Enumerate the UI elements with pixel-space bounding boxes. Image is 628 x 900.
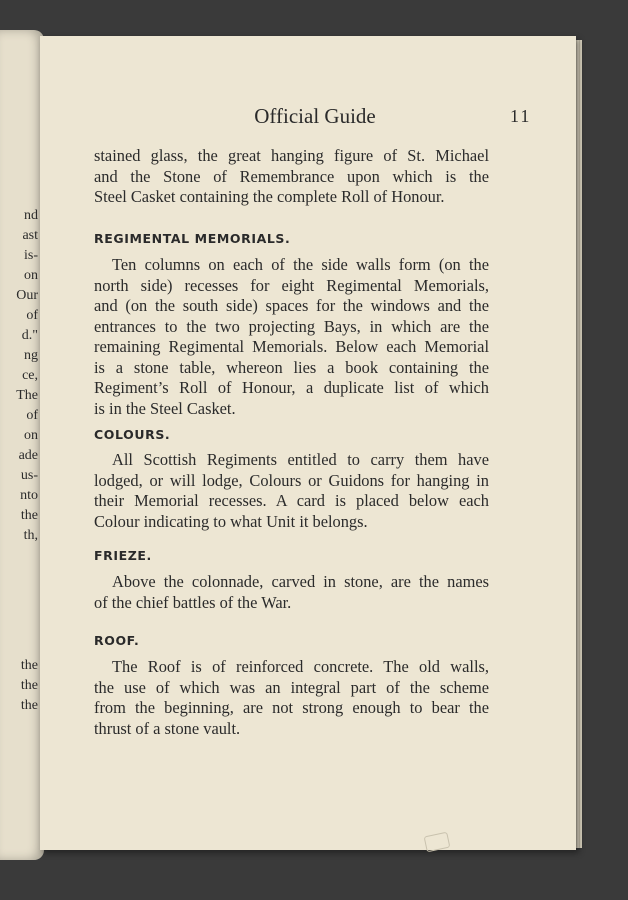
text-line: Above the colonnade, carved in stone, are the names (112, 572, 489, 591)
facing-page-text-fragment: of (26, 308, 38, 323)
facing-page-text-fragment: us- (20, 468, 38, 483)
regimental-memorials-paragraph (94, 255, 489, 419)
text-line: north side) recesses for eight Regimental Memorials, (94, 275, 489, 295)
text-line: The Roof is of reinforced concrete. The old walls, (112, 657, 489, 676)
text-line: All Scottish Regiments entitled to carry them have (112, 450, 489, 469)
facing-page-text-fragment: on (24, 428, 38, 443)
facing-page-text-fragment: ng (24, 348, 38, 363)
text-line: and the Stone of Remembrance upon which is the (94, 166, 489, 186)
facing-page-text-fragment: is- (24, 248, 38, 263)
text-line: Ten columns on each of the side walls form (on the (112, 255, 489, 274)
facing-page-text-fragment: ast (22, 228, 38, 243)
facing-page-text-fragment: d." (21, 328, 38, 343)
text-line: thrust of a stone vault. (94, 718, 241, 738)
section-heading-regimental-memorials: REGIMENTAL MEMORIALS. (94, 231, 291, 246)
section-heading-colours: COLOURS. (94, 427, 171, 442)
facing-page-edge (0, 30, 44, 860)
roof-paragraph (94, 657, 489, 739)
facing-page-text-fragment: ce, (22, 368, 38, 383)
facing-page-text-fragment: nto (20, 488, 38, 503)
text-line: the use of which was an integral part of the scheme (94, 677, 489, 697)
facing-page-text-fragment: the (20, 678, 38, 693)
colours-paragraph (94, 450, 489, 532)
text-line: Colour indicating to what Unit it belongs. (94, 511, 368, 531)
text-line: is in the Steel Casket. (94, 398, 236, 418)
text-line: from the beginning, are not strong enough to bear the (94, 698, 489, 717)
facing-page-text-fragment: ade (18, 448, 38, 463)
facing-page-text-fragment: the (20, 698, 38, 713)
page-number: 11 (510, 106, 532, 126)
faint-library-stamp (424, 832, 451, 853)
book-page (40, 36, 576, 850)
text-line: and (on the south side) spaces for the windows and the (94, 296, 489, 315)
intro-paragraph (94, 146, 489, 208)
text-line: remaining Regimental Memorials. Below each Memorial (94, 337, 489, 356)
section-heading-roof: ROOF. (94, 633, 140, 648)
running-header-title: Official Guide (254, 104, 376, 128)
text-line: of the chief battles of the War. (94, 592, 292, 612)
text-line: Steel Casket containing the complete Roll of Honour. (94, 187, 445, 206)
text-line: lodged, or will lodge, Colours or Guidons for hanging in (94, 470, 489, 490)
facing-page-text-fragment: of (26, 408, 38, 423)
text-line: is a stone table, whereon lies a book containing the (94, 357, 489, 377)
section-heading-frieze: FRIEZE. (94, 548, 152, 563)
text-line: stained glass, the great hanging figure of St. Michael (94, 146, 489, 165)
facing-page-text-fragment: nd (24, 208, 38, 223)
facing-page-text-fragment: The (16, 388, 38, 403)
text-line: their Memorial recesses. A card is placed below each (94, 491, 489, 510)
text-line: entrances to the two projecting Bays, in which are the (94, 316, 489, 336)
facing-page-text-fragment: on (24, 268, 38, 283)
text-line: Regiment’s Roll of Honour, a duplicate list of which (94, 378, 489, 397)
facing-page-text-fragment: th, (23, 528, 38, 543)
frieze-paragraph (94, 572, 489, 613)
facing-page-text-fragment: the (20, 508, 38, 523)
facing-page-text-fragment: Our (16, 288, 38, 303)
facing-page-text-fragment: the (20, 658, 38, 673)
